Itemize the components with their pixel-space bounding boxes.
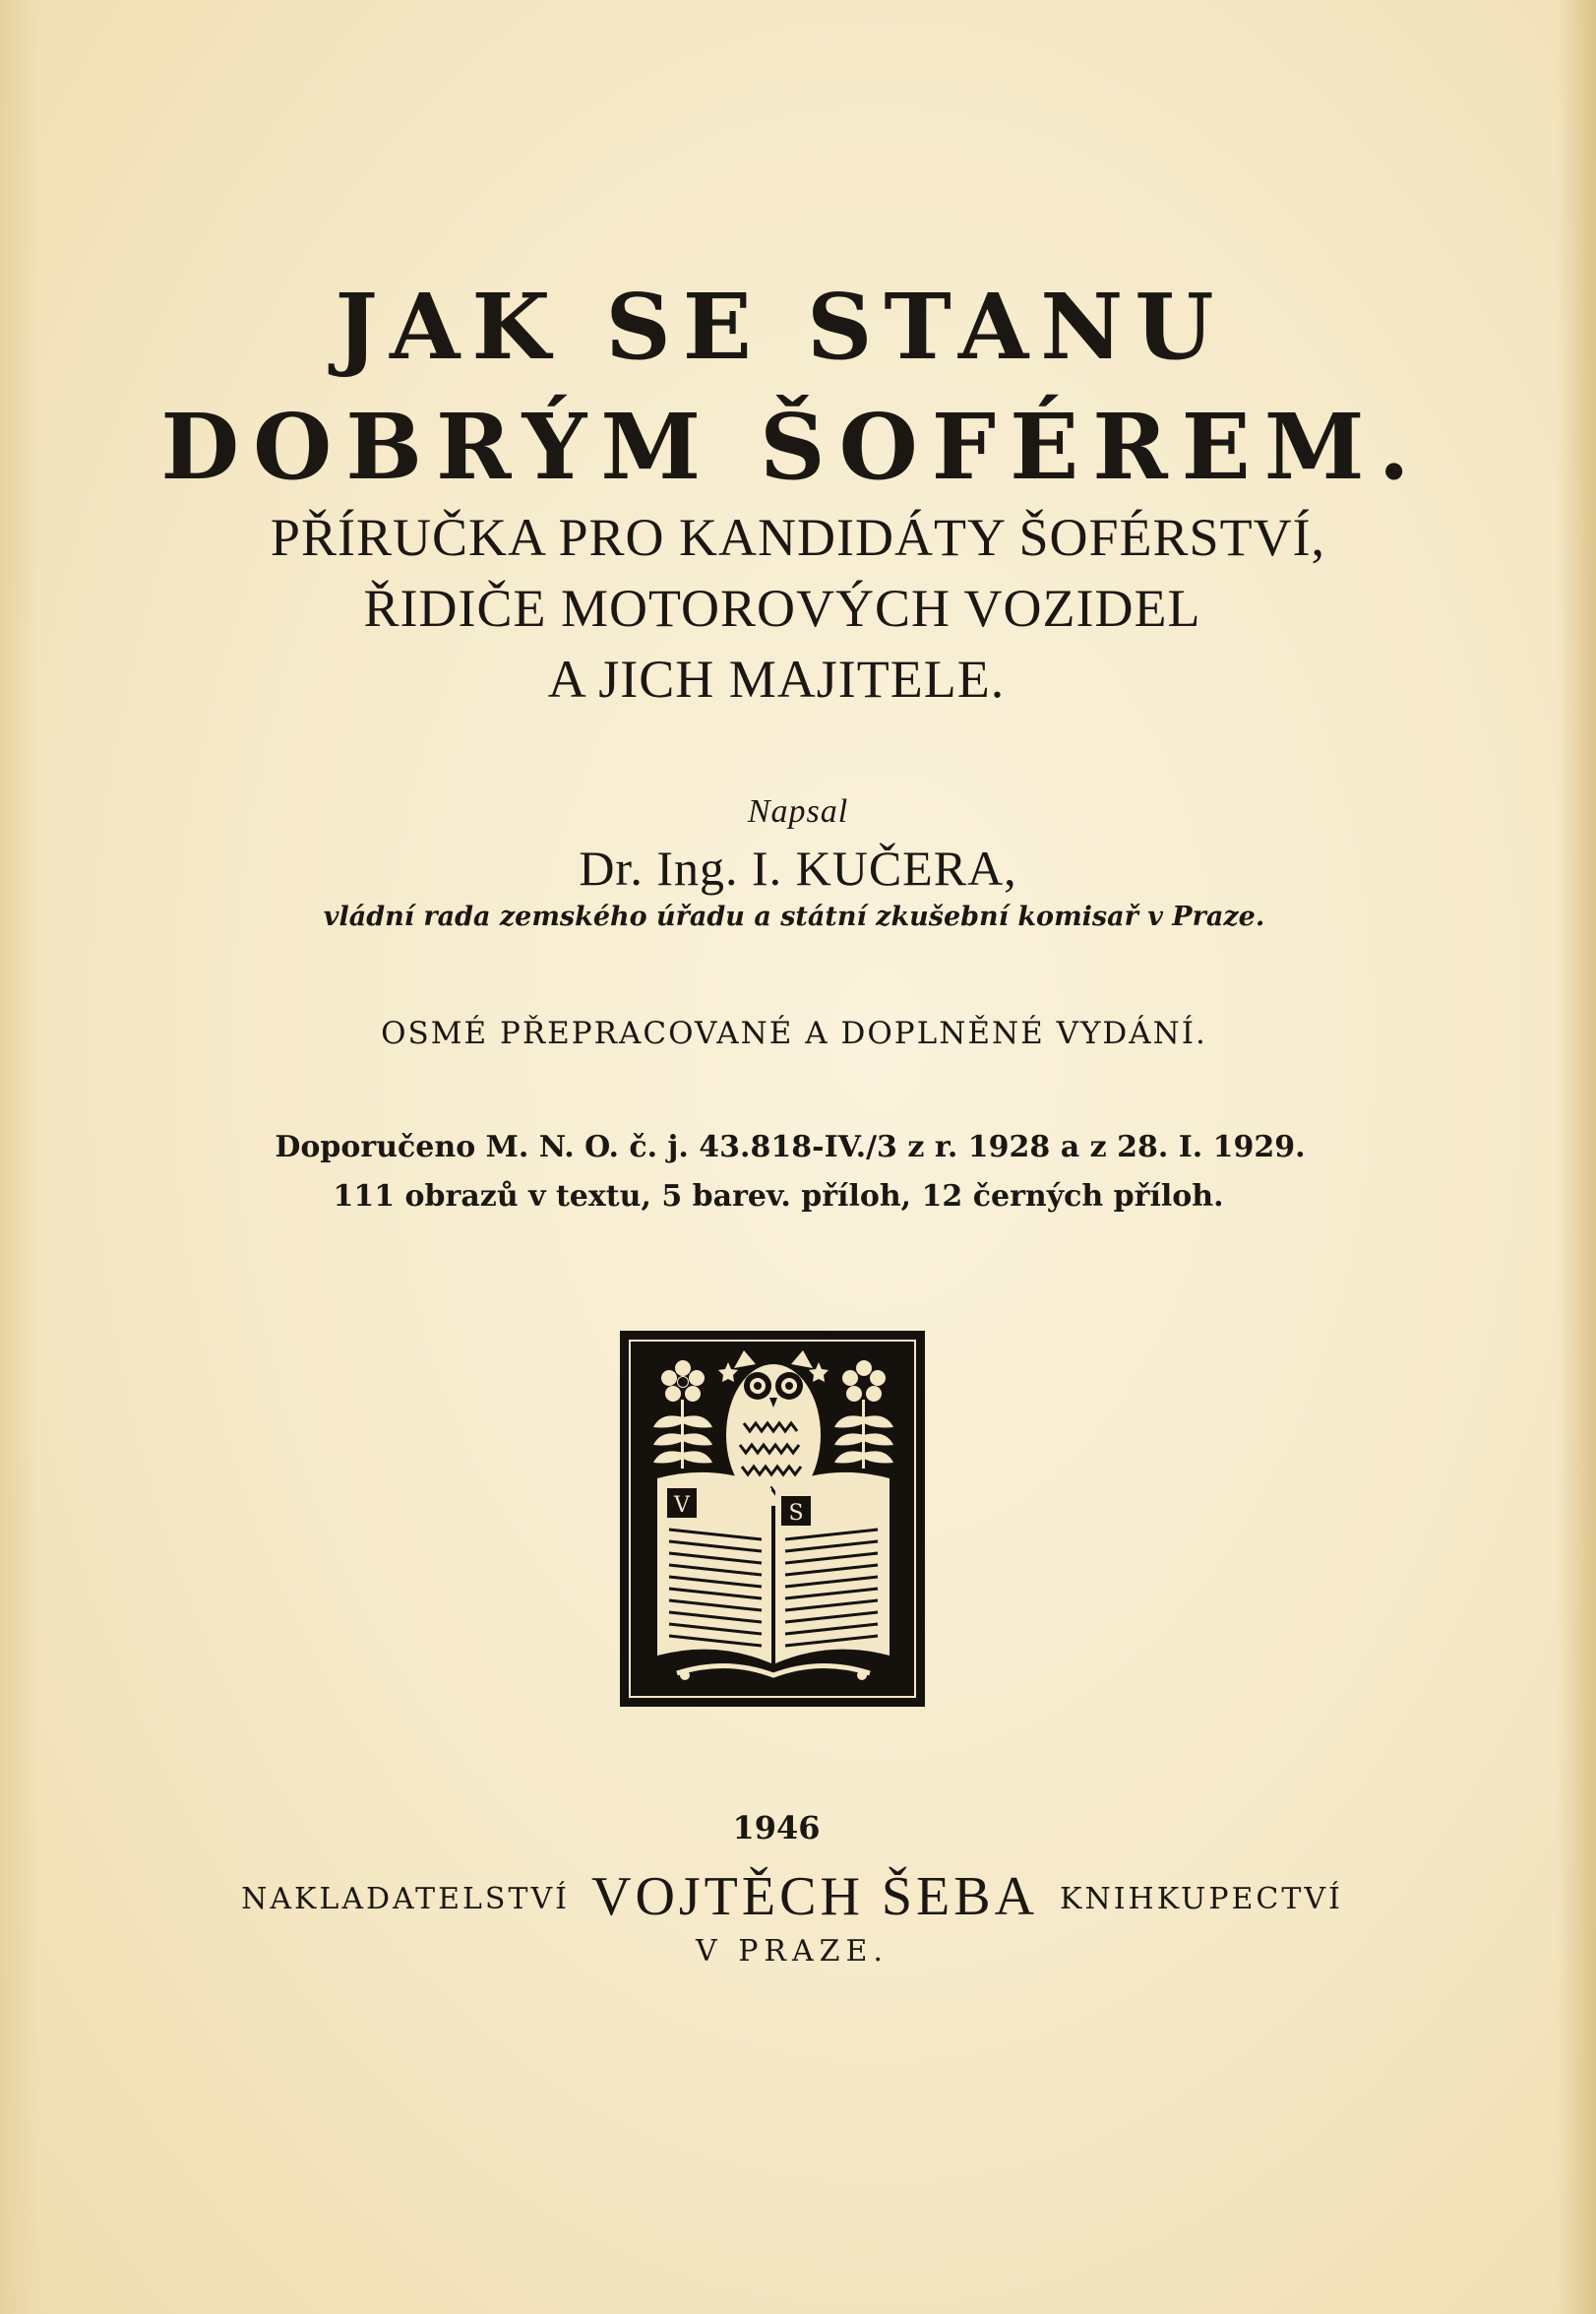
publisher-name: VOJTĚCH ŠEBA <box>591 1866 1039 1927</box>
publisher-city: V PRAZE. <box>696 1934 889 1969</box>
subtitle-line-3: A JICH MAJITELE. <box>547 650 1006 709</box>
recommendation-line-1: Doporučeno M. N. O. č. j. 43.818-IV./3 z r. 1928 a z 28. I. 1929. <box>275 1130 1306 1164</box>
publication-year: 1946 <box>732 1809 821 1846</box>
byline-label: Napsal <box>747 793 849 830</box>
recommendation-line-2: 111 obrazů v textu, 5 barev. příloh, 12 černých příloh. <box>333 1179 1224 1214</box>
author-affiliation: vládní rada zemského úřadu a státní zkušební komisař v Praze. <box>323 902 1265 932</box>
author-name: Dr. Ing. I. KUČERA, <box>579 841 1017 896</box>
edition-note: OSMÉ PŘEPRACOVANÉ A DOPLNĚNÉ VYDÁNÍ. <box>381 1016 1207 1051</box>
publisher-word-right: KNIHKUPECTVÍ <box>1060 1882 1343 1916</box>
title-line-1: JAK SE STANU <box>335 274 1226 380</box>
subtitle-line-2: ŘIDIČE MOTOROVÝCH VOZIDEL <box>363 579 1201 638</box>
publisher-word-left: NAKLADATELSTVÍ <box>241 1882 570 1916</box>
publisher-line <box>0 1865 1590 1928</box>
publisher-emblem-owl-book <box>618 1329 927 1709</box>
book-letter-right: S <box>788 1501 804 1526</box>
title-line-2: DOBRÝM ŠOFÉREM. <box>160 394 1424 500</box>
book-letter-left: V <box>674 1493 690 1518</box>
subtitle-line-1: PŘÍRUČKA PRO KANDIDÁTY ŠOFÉRSTVÍ, <box>270 508 1326 567</box>
